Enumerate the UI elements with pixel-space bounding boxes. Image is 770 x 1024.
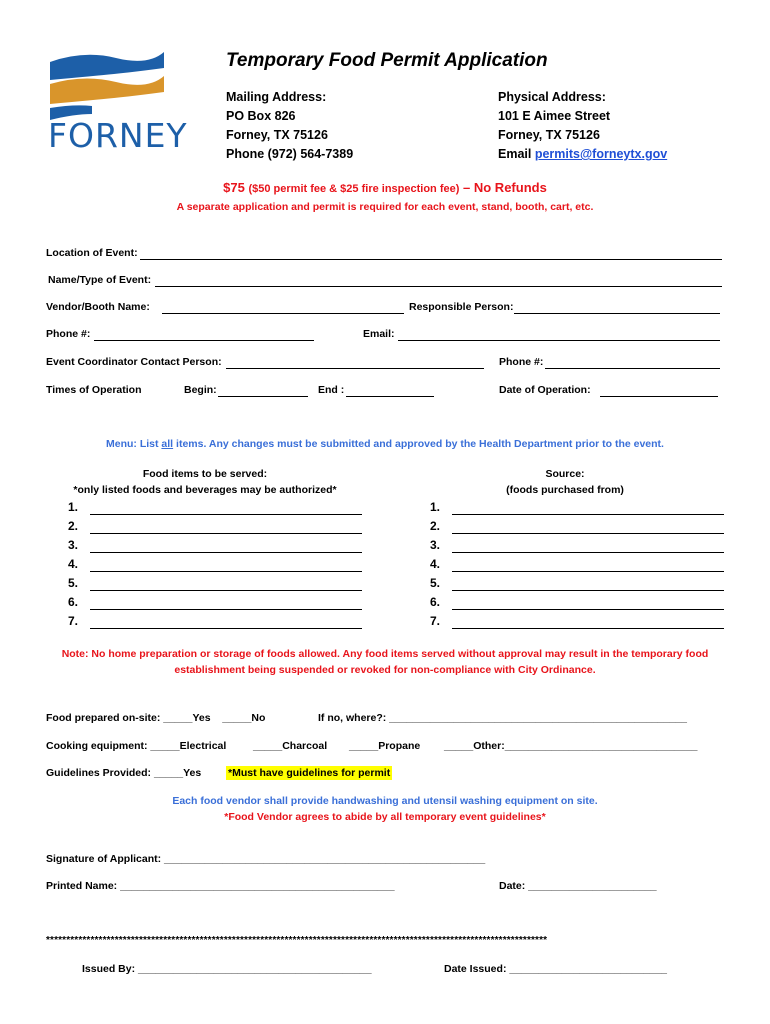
cooking-charcoal[interactable]: _____Charcoal	[253, 740, 328, 752]
source-number: 7.	[430, 614, 441, 628]
prepared-where[interactable]: If no, where?: ___________________________________________________	[318, 712, 687, 724]
date-field[interactable]: Date: ______________________	[499, 880, 657, 892]
responsible-field[interactable]	[514, 313, 720, 314]
source-column-header	[400, 466, 730, 498]
food-number: 4.	[68, 557, 79, 571]
separator-stars: ****************************************************************************************************************************	[46, 935, 548, 946]
menu-instructions	[0, 438, 770, 450]
menu-text-a: Menu: List	[106, 438, 162, 450]
source-item-field[interactable]	[452, 571, 724, 572]
date-op-label: Date of Operation:	[499, 384, 591, 396]
source-item-field[interactable]	[452, 552, 724, 553]
food-number: 5.	[68, 576, 79, 590]
email-field-label: Email:	[363, 328, 395, 340]
coord-phone-label: Phone #:	[499, 356, 544, 368]
prepared-onsite[interactable]: Food prepared on-site: _____Yes _____No	[46, 712, 266, 724]
coordinator-field[interactable]	[226, 368, 484, 369]
date-issued-field[interactable]: Date Issued: ___________________________	[444, 963, 668, 975]
food-item-field[interactable]	[90, 590, 362, 591]
source-number: 3.	[430, 538, 441, 552]
physical-line: 101 E Aimee Street	[498, 109, 611, 123]
food-number: 2.	[68, 519, 79, 533]
agree-notice: *Food Vendor agrees to abide by all temporary event guidelines*	[224, 811, 546, 823]
email-link[interactable]: permits@forneytx.gov	[534, 147, 668, 161]
physical-line: Physical Address:	[498, 90, 606, 104]
source-number: 2.	[430, 519, 441, 533]
location-label: Location of Event:	[46, 247, 138, 259]
responsible-label: Responsible Person:	[409, 301, 514, 313]
vendor-label: Vendor/Booth Name:	[46, 301, 150, 313]
mailing-line: PO Box 826	[226, 109, 296, 123]
coord-phone-field[interactable]	[545, 368, 720, 369]
begin-field[interactable]	[218, 396, 308, 397]
source-item-field[interactable]	[452, 590, 724, 591]
times-label: Times of Operation	[46, 384, 142, 396]
physical-address	[498, 88, 667, 164]
food-sub: *only listed foods and beverages may be authorized*	[73, 484, 337, 496]
fee-notice	[0, 180, 770, 195]
fee-breakdown: ($50 permit fee & $25 fire inspection fee)	[248, 183, 460, 195]
food-item-field[interactable]	[90, 552, 362, 553]
name-type-field[interactable]	[155, 286, 722, 287]
mailing-line: Mailing Address:	[226, 90, 327, 104]
signature-field[interactable]: Signature of Applicant: _______________________________________________________	[46, 853, 486, 865]
mailing-line: Phone (972) 564-7389	[226, 147, 354, 161]
printed-name-field[interactable]: Printed Name: _______________________________________________	[46, 880, 395, 892]
food-column-header	[40, 466, 370, 498]
logo-wordmark: FORNEY	[48, 116, 188, 155]
food-number: 6.	[68, 595, 79, 609]
email-label: Email	[498, 147, 535, 161]
food-item-field[interactable]	[90, 571, 362, 572]
cooking-propane[interactable]: _____Propane	[349, 740, 421, 752]
end-label: End :	[318, 384, 345, 396]
menu-text-b: items. Any changes must be submitted and approved by the Health Department prior to the event.	[173, 438, 664, 450]
food-number: 1.	[68, 500, 79, 514]
food-item-field[interactable]	[90, 628, 362, 629]
guidelines-provided[interactable]: Guidelines Provided: _____Yes	[46, 767, 202, 779]
location-field[interactable]	[140, 259, 722, 260]
source-item-field[interactable]	[452, 533, 724, 534]
mailing-line: Forney, TX 75126	[226, 128, 328, 142]
food-head: Food items to be served:	[142, 468, 268, 480]
separate-notice: A separate application and permit is required for each event, stand, booth, cart, etc.	[176, 201, 594, 213]
source-head: Source:	[545, 468, 585, 480]
source-number: 6.	[430, 595, 441, 609]
physical-line: Forney, TX 75126	[498, 128, 600, 142]
source-item-field[interactable]	[452, 628, 724, 629]
food-number: 3.	[68, 538, 79, 552]
phone-field[interactable]	[94, 340, 314, 341]
home-prep-note: Note: No home preparation or storage of foods allowed. Any food items served without approval may result in the temporary food establishment being suspended or revoked for non-compliance with City Ordinance.	[61, 648, 709, 676]
food-item-field[interactable]	[90, 533, 362, 534]
source-number: 1.	[430, 500, 441, 514]
guidelines-required: *Must have guidelines for permit	[228, 767, 391, 779]
source-item-field[interactable]	[452, 609, 724, 610]
fee-norefund: – No Refunds	[459, 180, 547, 195]
vendor-field[interactable]	[162, 313, 404, 314]
cooking-electrical[interactable]: Cooking equipment: _____Electrical	[46, 740, 227, 752]
source-sub: (foods purchased from)	[506, 484, 624, 496]
page-title: Temporary Food Permit Application	[226, 50, 548, 71]
food-item-field[interactable]	[90, 609, 362, 610]
food-item-field[interactable]	[90, 514, 362, 515]
food-number: 7.	[68, 614, 79, 628]
name-type-label: Name/Type of Event:	[48, 274, 152, 286]
forney-logo	[44, 48, 222, 158]
source-number: 4.	[430, 557, 441, 571]
phone-label: Phone #:	[46, 328, 91, 340]
source-item-field[interactable]	[452, 514, 724, 515]
issued-by-field[interactable]: Issued By: ________________________________________	[82, 963, 372, 975]
email-field[interactable]	[398, 340, 720, 341]
mailing-address	[226, 88, 353, 164]
menu-text-all: all	[161, 438, 174, 450]
source-number: 5.	[430, 576, 441, 590]
handwash-notice: Each food vendor shall provide handwashing and utensil washing equipment on site.	[172, 795, 598, 807]
begin-label: Begin:	[184, 384, 217, 396]
cooking-other[interactable]: _____Other:_________________________________	[444, 740, 698, 752]
date-op-field[interactable]	[600, 396, 718, 397]
fee-amount: $75	[223, 180, 249, 195]
coordinator-label: Event Coordinator Contact Person:	[46, 356, 222, 368]
end-field[interactable]	[346, 396, 434, 397]
